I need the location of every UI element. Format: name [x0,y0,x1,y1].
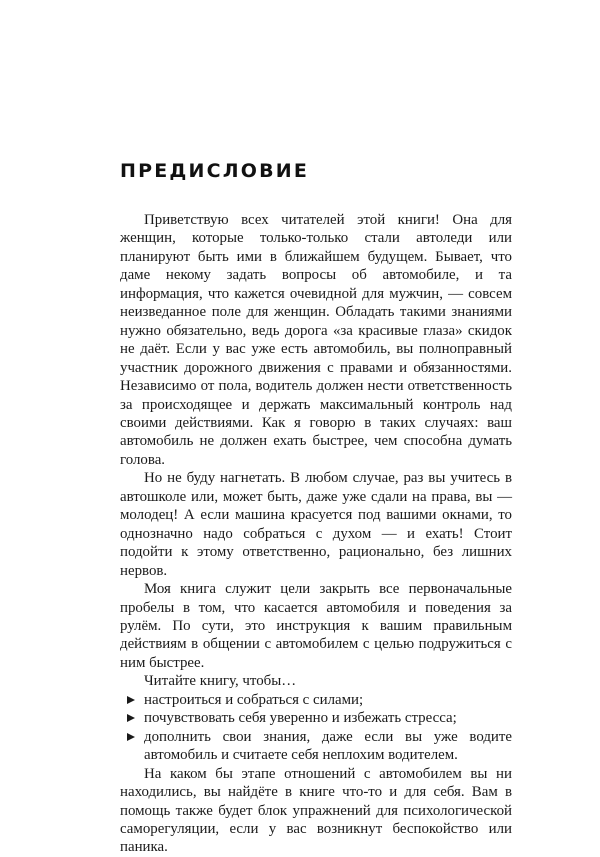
paragraph-closing: На каком бы этапе отношений с автомобилем вы ни находились, вы найдёте в книге что-то и для себя. Вам в помощь также будет блок упражнений для психологической саморегуляции, если у вас возникнут беспокойство или паника. [120,765,512,856]
list-item [120,709,512,727]
triangle-right-icon [127,714,135,722]
chapter-title: ПРЕДИСЛОВИЕ [120,160,310,182]
reasons-list [120,691,512,765]
triangle-right-icon [127,733,135,741]
paragraph-encouragement: Но не буду нагнетать. В любом случае, раз вы учитесь в автошколе или, может быть, даже уже сдали на права, вы — молодец! А если машина красуется под вашими окнами, то однозначно надо собраться с духом — и ехать! Стоит подойти к этому ответственно, рационально, без лишних нервов. [120,470,512,579]
preface-body [120,211,512,857]
list-intro: Читайте книгу, чтобы… [144,673,297,690]
triangle-right-icon [127,696,135,704]
list-item-text: почувствовать себя уверенно и избежать стресса; [144,710,457,727]
paragraph-purpose: Моя книга служит цели закрыть все первоначальные пробелы в том, что касается автомобиля и поведения за рулём. По сути, это инструкция к вашим правильным действиям в общении с автомобилем с целью подружиться с ним быстрее. [120,581,512,671]
list-item-text: дополнить свои знания, даже если вы уже водите автомобиль и считаете себя неплохим водителем. [144,728,512,764]
list-item [120,691,512,709]
paragraph-greeting: Приветствую всех читателей этой книги! Она для женщин, которые только-только стали автоледи или планируют быть ими в ближайшем будущем. Бывает, что даме некому задать вопросы об автомобиле, и та информация, что кажется очевидной для мужчин, — совсем неизведанное поле для женщин. Обладать такими знаниями нужно обязательно, ведь дорога «за красивые глаза» скидок не даёт. Если у вас уже есть автомобиль, вы полноправный участник дорожного движения с правами и обязанностями. Независимо от пола, водитель должен нести ответственность за происходящее и держать максимальный контроль над своими действиями. Как я говорю в таких случаях: ваш автомобиль не должен ехать быстрее, чем способна думать голова. [120,212,512,468]
list-item [120,728,512,765]
list-item-text: настроиться и собраться с силами; [144,691,364,708]
